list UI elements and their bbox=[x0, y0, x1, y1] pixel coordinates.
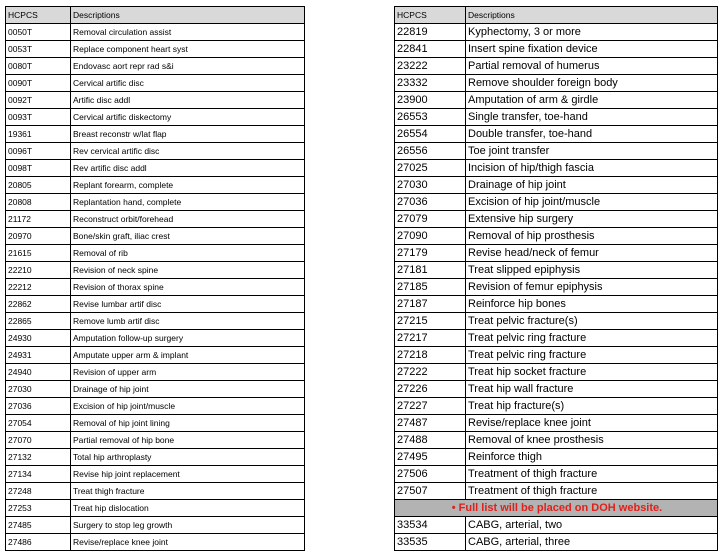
table-row bbox=[6, 534, 305, 551]
description-cell: Revise lumbar artif disc bbox=[71, 296, 305, 313]
description-cell: Drainage of hip joint bbox=[466, 177, 718, 194]
table-row bbox=[6, 330, 305, 347]
table-row bbox=[395, 228, 718, 245]
description-cell: Revise head/neck of femur bbox=[466, 245, 718, 262]
table-row bbox=[6, 58, 305, 75]
table-row bbox=[395, 109, 718, 126]
description-cell: Treat hip socket fracture bbox=[466, 364, 718, 381]
description-cell: Revision of thorax spine bbox=[71, 279, 305, 296]
hcpcs-code-cell: 22819 bbox=[395, 24, 466, 41]
description-cell: Double transfer, toe-hand bbox=[466, 126, 718, 143]
description-cell: Revision of neck spine bbox=[71, 262, 305, 279]
description-cell: Kyphectomy, 3 or more bbox=[466, 24, 718, 41]
hcpcs-code-cell: 22212 bbox=[6, 279, 71, 296]
description-cell: Removal circulation assist bbox=[71, 24, 305, 41]
table-row bbox=[6, 177, 305, 194]
hcpcs-code-cell: 0090T bbox=[6, 75, 71, 92]
table-row bbox=[395, 75, 718, 92]
table-row bbox=[6, 398, 305, 415]
hcpcs-code-cell: 27025 bbox=[395, 160, 466, 177]
hcpcs-code-cell: 27488 bbox=[395, 432, 466, 449]
hcpcs-code-cell: 27185 bbox=[395, 279, 466, 296]
description-cell: Rev artific disc addl bbox=[71, 160, 305, 177]
table-row bbox=[395, 296, 718, 313]
full-list-note: • Full list will be placed on DOH website. bbox=[395, 500, 718, 517]
table-row bbox=[6, 41, 305, 58]
description-cell: Treat hip dislocation bbox=[71, 500, 305, 517]
hcpcs-code-cell: 27215 bbox=[395, 313, 466, 330]
hcpcs-code-cell: 27485 bbox=[6, 517, 71, 534]
descriptions-header: Descriptions bbox=[466, 7, 718, 24]
table-row bbox=[6, 449, 305, 466]
description-cell: Removal of hip joint lining bbox=[71, 415, 305, 432]
hcpcs-code-cell: 23900 bbox=[395, 92, 466, 109]
hcpcs-code-cell: 20805 bbox=[6, 177, 71, 194]
table-row bbox=[395, 432, 718, 449]
description-cell: Insert spine fixation device bbox=[466, 41, 718, 58]
hcpcs-code-cell: 24930 bbox=[6, 330, 71, 347]
description-cell: Replant forearm, complete bbox=[71, 177, 305, 194]
table-row bbox=[6, 483, 305, 500]
table-row bbox=[395, 534, 718, 551]
table-row bbox=[395, 245, 718, 262]
hcpcs-code-cell: 27507 bbox=[395, 483, 466, 500]
table-row bbox=[6, 432, 305, 449]
table-row bbox=[6, 500, 305, 517]
hcpcs-code-cell: 27218 bbox=[395, 347, 466, 364]
hcpcs-code-cell: 27248 bbox=[6, 483, 71, 500]
descriptions-header: Descriptions bbox=[71, 7, 305, 24]
hcpcs-code-cell: 27181 bbox=[395, 262, 466, 279]
description-cell: Amputate upper arm & implant bbox=[71, 347, 305, 364]
hcpcs-code-cell: 27036 bbox=[395, 194, 466, 211]
table-row bbox=[395, 58, 718, 75]
description-cell: Amputation follow-up surgery bbox=[71, 330, 305, 347]
description-cell: Cervical artific disc bbox=[71, 75, 305, 92]
hcpcs-code-cell: 27486 bbox=[6, 534, 71, 551]
table-row bbox=[395, 313, 718, 330]
table-row bbox=[395, 347, 718, 364]
table-row bbox=[395, 41, 718, 58]
description-cell: Breast reconstr w/lat flap bbox=[71, 126, 305, 143]
description-cell: Treat slipped epiphysis bbox=[466, 262, 718, 279]
table-row bbox=[6, 347, 305, 364]
hcpcs-code-cell: 27217 bbox=[395, 330, 466, 347]
hcpcs-code-cell: 24931 bbox=[6, 347, 71, 364]
hcpcs-code-cell: 27030 bbox=[6, 381, 71, 398]
hcpcs-code-cell: 27253 bbox=[6, 500, 71, 517]
table-row bbox=[395, 126, 718, 143]
hcpcs-code-cell: 23222 bbox=[395, 58, 466, 75]
description-cell: Toe joint transfer bbox=[466, 143, 718, 160]
table-row bbox=[395, 415, 718, 432]
table-row bbox=[6, 228, 305, 245]
table-row bbox=[395, 483, 718, 500]
table-row bbox=[395, 262, 718, 279]
table-row bbox=[6, 75, 305, 92]
table-row bbox=[6, 381, 305, 398]
description-cell: Replace component heart syst bbox=[71, 41, 305, 58]
description-cell: Revision of femur epiphysis bbox=[466, 279, 718, 296]
hcpcs-code-cell: 27036 bbox=[6, 398, 71, 415]
hcpcs-code-cell: 27506 bbox=[395, 466, 466, 483]
table-row bbox=[6, 126, 305, 143]
table-row bbox=[395, 466, 718, 483]
description-cell: Removal of rib bbox=[71, 245, 305, 262]
description-cell: Excision of hip joint/muscle bbox=[71, 398, 305, 415]
description-cell: Partial removal of hip bone bbox=[71, 432, 305, 449]
table-row bbox=[6, 296, 305, 313]
hcpcs-code-cell: 26556 bbox=[395, 143, 466, 160]
description-cell: Revise/replace knee joint bbox=[466, 415, 718, 432]
hcpcs-code-cell: 21172 bbox=[6, 211, 71, 228]
table-row bbox=[6, 245, 305, 262]
description-cell: Rev cervical artific disc bbox=[71, 143, 305, 160]
description-cell: Revise hip joint replacement bbox=[71, 466, 305, 483]
hcpcs-code-cell: 27222 bbox=[395, 364, 466, 381]
table-row bbox=[395, 449, 718, 466]
hcpcs-code-cell: 0092T bbox=[6, 92, 71, 109]
description-cell: Bone/skin graft, iliac crest bbox=[71, 228, 305, 245]
hcpcs-code-cell: 20970 bbox=[6, 228, 71, 245]
hcpcs-code-cell: 23332 bbox=[395, 75, 466, 92]
description-cell: Extensive hip surgery bbox=[466, 211, 718, 228]
description-cell: Treatment of thigh fracture bbox=[466, 466, 718, 483]
hcpcs-code-cell: 27226 bbox=[395, 381, 466, 398]
table-row bbox=[6, 92, 305, 109]
table-row bbox=[6, 160, 305, 177]
description-cell: Reconstruct orbit/forehead bbox=[71, 211, 305, 228]
hcpcs-code-cell: 27070 bbox=[6, 432, 71, 449]
table-row bbox=[6, 466, 305, 483]
description-cell: Treat thigh fracture bbox=[71, 483, 305, 500]
table-row bbox=[6, 415, 305, 432]
hcpcs-code-cell: 0096T bbox=[6, 143, 71, 160]
table-row bbox=[395, 398, 718, 415]
hcpcs-code-cell: 27187 bbox=[395, 296, 466, 313]
hcpcs-code-cell: 0080T bbox=[6, 58, 71, 75]
right-hcpcs-table bbox=[394, 6, 718, 551]
hcpcs-code-cell: 27090 bbox=[395, 228, 466, 245]
hcpcs-code-cell: 0050T bbox=[6, 24, 71, 41]
table-row bbox=[395, 517, 718, 534]
table-row bbox=[6, 211, 305, 228]
table-row bbox=[395, 143, 718, 160]
hcpcs-code-cell: 0098T bbox=[6, 160, 71, 177]
table-row bbox=[6, 364, 305, 381]
description-cell: Revise/replace knee joint bbox=[71, 534, 305, 551]
hcpcs-code-cell: 27054 bbox=[6, 415, 71, 432]
description-cell: Removal of knee prosthesis bbox=[466, 432, 718, 449]
hcpcs-code-cell: 0053T bbox=[6, 41, 71, 58]
description-cell: Excision of hip joint/muscle bbox=[466, 194, 718, 211]
description-cell: Treat pelvic ring fracture bbox=[466, 347, 718, 364]
table-row bbox=[395, 330, 718, 347]
table-row bbox=[395, 177, 718, 194]
hcpcs-code-cell: 27030 bbox=[395, 177, 466, 194]
description-cell: Drainage of hip joint bbox=[71, 381, 305, 398]
table-row bbox=[395, 92, 718, 109]
table-row bbox=[6, 194, 305, 211]
description-cell: CABG, arterial, three bbox=[466, 534, 718, 551]
hcpcs-code-cell: 27487 bbox=[395, 415, 466, 432]
table-row bbox=[395, 364, 718, 381]
description-cell: Removal of hip prosthesis bbox=[466, 228, 718, 245]
hcpcs-code-cell: 21615 bbox=[6, 245, 71, 262]
description-cell: Partial removal of humerus bbox=[466, 58, 718, 75]
description-cell: CABG, arterial, two bbox=[466, 517, 718, 534]
description-cell: Treat pelvic fracture(s) bbox=[466, 313, 718, 330]
hcpcs-code-cell: 22841 bbox=[395, 41, 466, 58]
table-row bbox=[6, 279, 305, 296]
description-cell: Endovasc aort repr rad s&i bbox=[71, 58, 305, 75]
table-header-row bbox=[395, 7, 718, 24]
description-cell: Cervical artific diskectomy bbox=[71, 109, 305, 126]
hcpcs-code-cell: 27134 bbox=[6, 466, 71, 483]
hcpcs-code-cell: 26554 bbox=[395, 126, 466, 143]
hcpcs-code-cell: 22862 bbox=[6, 296, 71, 313]
hcpcs-code-cell: 22865 bbox=[6, 313, 71, 330]
hcpcs-code-cell: 27227 bbox=[395, 398, 466, 415]
hcpcs-code-cell: 33535 bbox=[395, 534, 466, 551]
description-cell: Remove lumb artif disc bbox=[71, 313, 305, 330]
description-cell: Reinforce hip bones bbox=[466, 296, 718, 313]
description-cell: Surgery to stop leg growth bbox=[71, 517, 305, 534]
hcpcs-code-cell: 26553 bbox=[395, 109, 466, 126]
hcpcs-code-cell: 27179 bbox=[395, 245, 466, 262]
table-row bbox=[6, 517, 305, 534]
description-cell: Remove shoulder foreign body bbox=[466, 75, 718, 92]
hcpcs-header: HCPCS bbox=[6, 7, 71, 24]
description-cell: Single transfer, toe-hand bbox=[466, 109, 718, 126]
table-row bbox=[395, 279, 718, 296]
table-row bbox=[395, 24, 718, 41]
description-cell: Total hip arthroplasty bbox=[71, 449, 305, 466]
table-header-row bbox=[6, 7, 305, 24]
description-cell: Treat hip fracture(s) bbox=[466, 398, 718, 415]
description-cell: Revision of upper arm bbox=[71, 364, 305, 381]
table-row bbox=[6, 313, 305, 330]
hcpcs-code-cell: 33534 bbox=[395, 517, 466, 534]
description-cell: Replantation hand, complete bbox=[71, 194, 305, 211]
table-row bbox=[395, 194, 718, 211]
hcpcs-code-cell: 22210 bbox=[6, 262, 71, 279]
table-row bbox=[395, 160, 718, 177]
hcpcs-code-cell: 0093T bbox=[6, 109, 71, 126]
left-hcpcs-table bbox=[5, 6, 305, 551]
hcpcs-code-cell: 27079 bbox=[395, 211, 466, 228]
description-cell: Reinforce thigh bbox=[466, 449, 718, 466]
table-row bbox=[6, 262, 305, 279]
table-row bbox=[395, 211, 718, 228]
table-row bbox=[6, 143, 305, 160]
hcpcs-code-cell: 27132 bbox=[6, 449, 71, 466]
table-row bbox=[6, 109, 305, 126]
description-cell: Artific disc addl bbox=[71, 92, 305, 109]
description-cell: Treatment of thigh fracture bbox=[466, 483, 718, 500]
description-cell: Treat hip wall fracture bbox=[466, 381, 718, 398]
description-cell: Incision of hip/thigh fascia bbox=[466, 160, 718, 177]
description-cell: Treat pelvic ring fracture bbox=[466, 330, 718, 347]
table-row bbox=[6, 24, 305, 41]
hcpcs-code-cell: 24940 bbox=[6, 364, 71, 381]
hcpcs-code-cell: 19361 bbox=[6, 126, 71, 143]
hcpcs-code-cell: 20808 bbox=[6, 194, 71, 211]
full-list-note-row bbox=[395, 500, 718, 517]
hcpcs-code-cell: 27495 bbox=[395, 449, 466, 466]
description-cell: Amputation of arm & girdle bbox=[466, 92, 718, 109]
hcpcs-header: HCPCS bbox=[395, 7, 466, 24]
table-row bbox=[395, 381, 718, 398]
